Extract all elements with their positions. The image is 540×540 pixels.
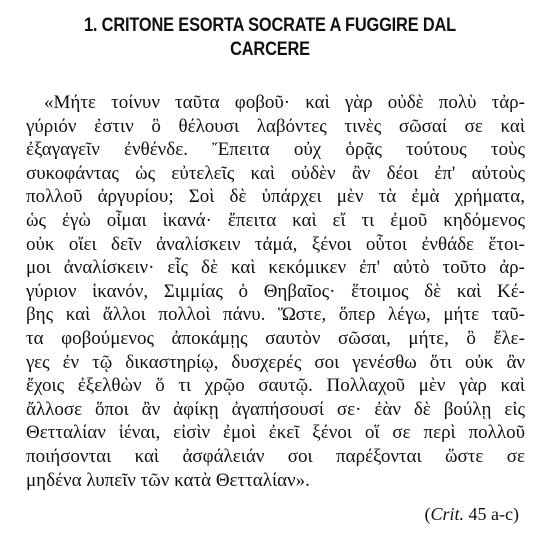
- passage-line: ὡς ἐγὼ οἶμαι ἱκανά· ἔπειτα καὶ εἴ τι ἐμοῦ κηδόμενος: [26, 209, 525, 231]
- passage-line: μηδένα λυπεῖν τῶν κατὰ Θετταλίαν».: [26, 469, 310, 491]
- passage-line: πολλοῦ ἀργυρίου; Σοὶ δὲ ὑπάρχει μὲν τὰ ἐμὰ χρήματα,: [26, 186, 525, 208]
- passage-line: τα φοβούμενος ἀποκάμῃς σαυτὸν σῶσαι, μήτε, ὃ ἔλε-: [26, 327, 525, 349]
- heading-line-1: 1. CRITONE ESORTA SOCRATE A FUGGIRE DAL: [83, 14, 457, 36]
- citation-open-paren: (: [424, 504, 431, 524]
- passage-line: γες ἐν τῷ δικαστηρίῳ, δυσχερές σοι γενέσθω ὅτι οὐκ ἂν: [26, 351, 525, 373]
- passage-line: μοι ἀναλίσκειν· εἷς δὲ καὶ κεκόμικεν ἐπ' αὐτὸ τοῦτο ἀρ-: [26, 257, 525, 279]
- passage-line: οὐκ οἴει δεῖν ἀναλίσκειν τἀμά, ξένοι οὗτοι ἐνθάδε ἕτοι-: [26, 233, 525, 255]
- passage-line: γύριόν ἐστιν ὃ θέλουσι λαβόντες τινὲς σῶσαί σε καὶ: [26, 115, 525, 137]
- passage-line: ἔχοις ἐξελθὼν ὅ τι χρῷο σαυτῷ. Πολλαχοῦ μὲν γὰρ καὶ: [26, 375, 525, 397]
- passage-line: ποιήσονται καὶ ἀσφάλειάν σοι παρέξονται ὥστε σε: [26, 445, 525, 467]
- passage-line: βης καὶ ἄλλοι πολλοὶ πάνυ. Ὥστε, ὅπερ λέγω, μήτε ταῦ-: [26, 304, 525, 326]
- passage-line: συκοφάντας ὡς εὐτελεῖς καὶ οὐδὲν ἂν δέοι ἐπ' αὐτοὺς: [26, 162, 525, 184]
- section-heading: [60, 13, 480, 61]
- source-citation: [425, 503, 519, 525]
- greek-passage: [26, 91, 525, 492]
- passage-line: ἄλλοσε ὅποι ἂν ἀφίκῃ ἀγαπήσουσί σε· ἐὰν δὲ βούλῃ εἰς: [26, 398, 525, 420]
- heading-line-2: CARCERE: [230, 38, 310, 60]
- citation-reference: 45 a-c): [464, 504, 519, 524]
- citation-work: Crit.: [430, 504, 465, 524]
- passage-line: «Μήτε τοίνυν ταῦτα φοβοῦ· καὶ γὰρ οὐδὲ πολὺ τἀρ-: [44, 92, 525, 113]
- passage-line: γύριον ἱκανόν, Σιμμίας ὁ Θηβαῖος· ἕτοιμος δὲ καὶ Κέ-: [26, 280, 525, 302]
- passage-line: Θετταλίαν ἰέναι, εἰσὶν ἐμοὶ ἐκεῖ ξένοι οἵ σε περὶ πολλοῦ: [26, 422, 525, 444]
- passage-line: ἐξαγαγεῖν ἐνθένδε. Ἔπειτα οὐχ ὁρᾷς τούτους τοὺς: [26, 139, 525, 161]
